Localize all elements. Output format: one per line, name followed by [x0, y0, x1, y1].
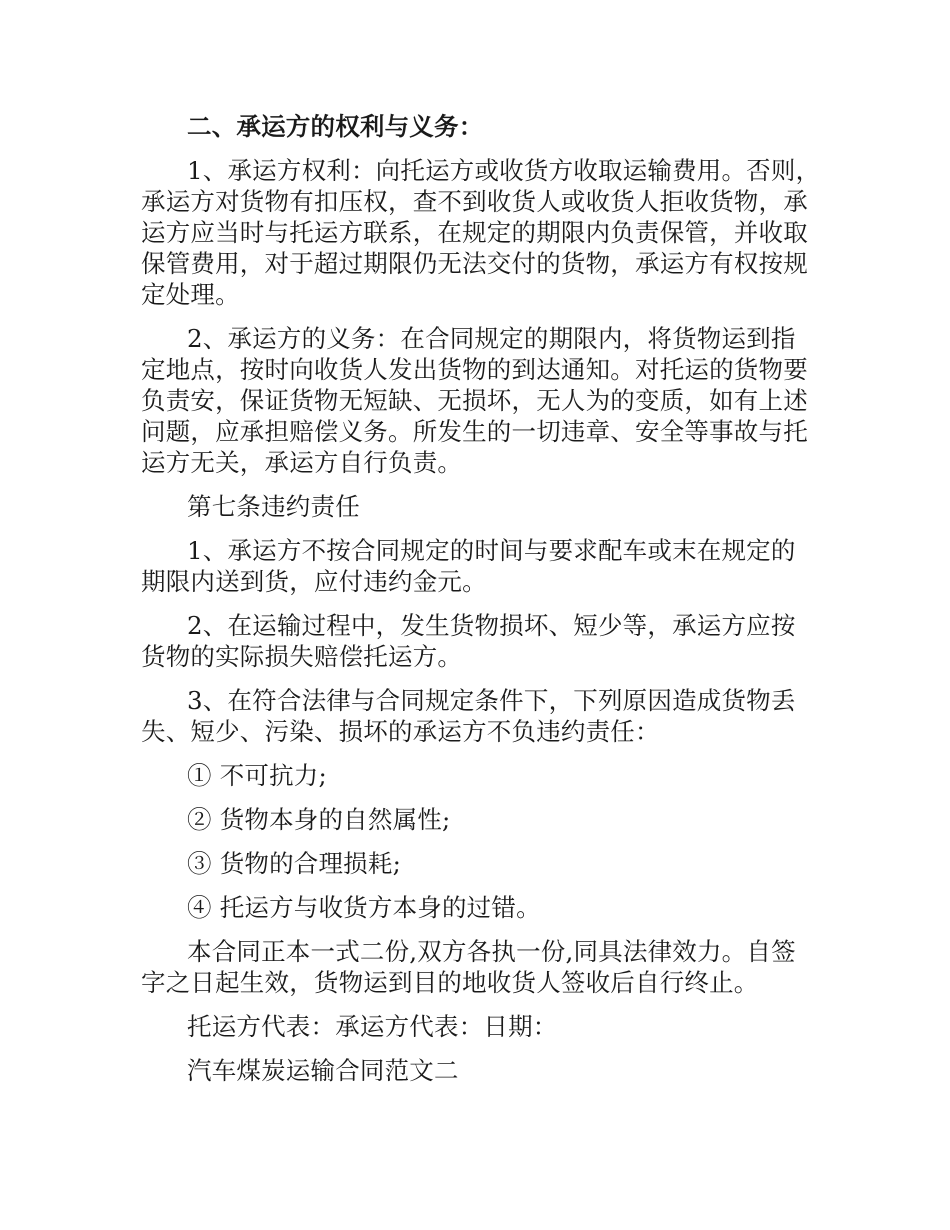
- text-line: 定地点，按时向收货人发出货物的到达通知。对托运的货物要: [141, 355, 808, 384]
- exemption-item: [141, 804, 809, 835]
- text-line: 3、在符合法律与合同规定条件下，下列原因造成货物丢: [187, 686, 796, 715]
- text-line: 2、承运方的义务：在合同规定的期限内，将货物运到指: [187, 324, 796, 353]
- text-line: 1、承运方不按合同规定的时间与要求配车或末在规定的: [187, 536, 796, 565]
- document-body: [141, 111, 821, 1099]
- exemption-item: [141, 848, 809, 879]
- text-line: 定处理。: [141, 280, 240, 309]
- liability-paragraph-1: [141, 535, 809, 597]
- signature-line: [141, 1011, 809, 1042]
- exemption-item: [141, 760, 809, 791]
- article-7-title: [141, 491, 809, 522]
- text-line: 承运方对货物有扣压权，查不到收货人或收货人拒收货物，承: [141, 187, 808, 216]
- text-line: 运方无关，承运方自行负责。: [141, 448, 463, 477]
- text-line: ② 货物本身的自然属性;: [187, 805, 451, 834]
- text-line: 第七条违约责任: [187, 492, 360, 521]
- carrier-obligations-paragraph: [141, 323, 809, 478]
- next-section-title: [141, 1055, 809, 1086]
- text-line: 托运方代表：承运方代表：日期：: [187, 1012, 558, 1041]
- text-line: 运方应当时与托运方联系，在规定的期限内负责保管，并收取: [141, 218, 808, 247]
- carrier-rights-paragraph: [141, 155, 821, 310]
- section-heading: [141, 111, 809, 142]
- text-line: 1、承运方权利：向托运方或收货方收取运输费用。否则，: [187, 156, 821, 185]
- liability-paragraph-3: [141, 685, 809, 747]
- text-line: ① 不可抗力;: [187, 761, 327, 790]
- text-line: 汽车煤炭运输合同范文二: [187, 1056, 459, 1085]
- text-line: 负责安，保证货物无短缺、无损坏，无人为的变质，如有上述: [141, 386, 808, 415]
- exemption-item: [141, 892, 809, 923]
- text-line: 货物的实际损失赔偿托运方。: [141, 642, 463, 671]
- text-line: 失、短少、污染、损坏的承运方不负违约责任：: [141, 717, 660, 746]
- text-line: 本合同正本一式二份,双方各执一份,同具法律效力。自签: [187, 937, 796, 966]
- liability-paragraph-2: [141, 610, 809, 672]
- text-line: 期限内送到货，应付违约金元。: [141, 567, 487, 596]
- text-line: 保管费用，对于超过期限仍无法交付的货物，承运方有权按规: [141, 249, 808, 278]
- heading-text: 二、承运方的权利与义务：: [187, 112, 484, 141]
- text-line: ④ 托运方与收货方本身的过错。: [187, 893, 541, 922]
- text-line: ③ 货物的合理损耗;: [187, 849, 402, 878]
- validity-paragraph: [141, 936, 809, 998]
- text-line: 问题，应承担赔偿义务。所发生的一切违章、安全等事故与托: [141, 417, 808, 446]
- text-line: 字之日起生效，货物运到目的地收货人签收后自行终止。: [141, 968, 759, 997]
- text-line: 2、在运输过程中，发生货物损坏、短少等，承运方应按: [187, 611, 796, 640]
